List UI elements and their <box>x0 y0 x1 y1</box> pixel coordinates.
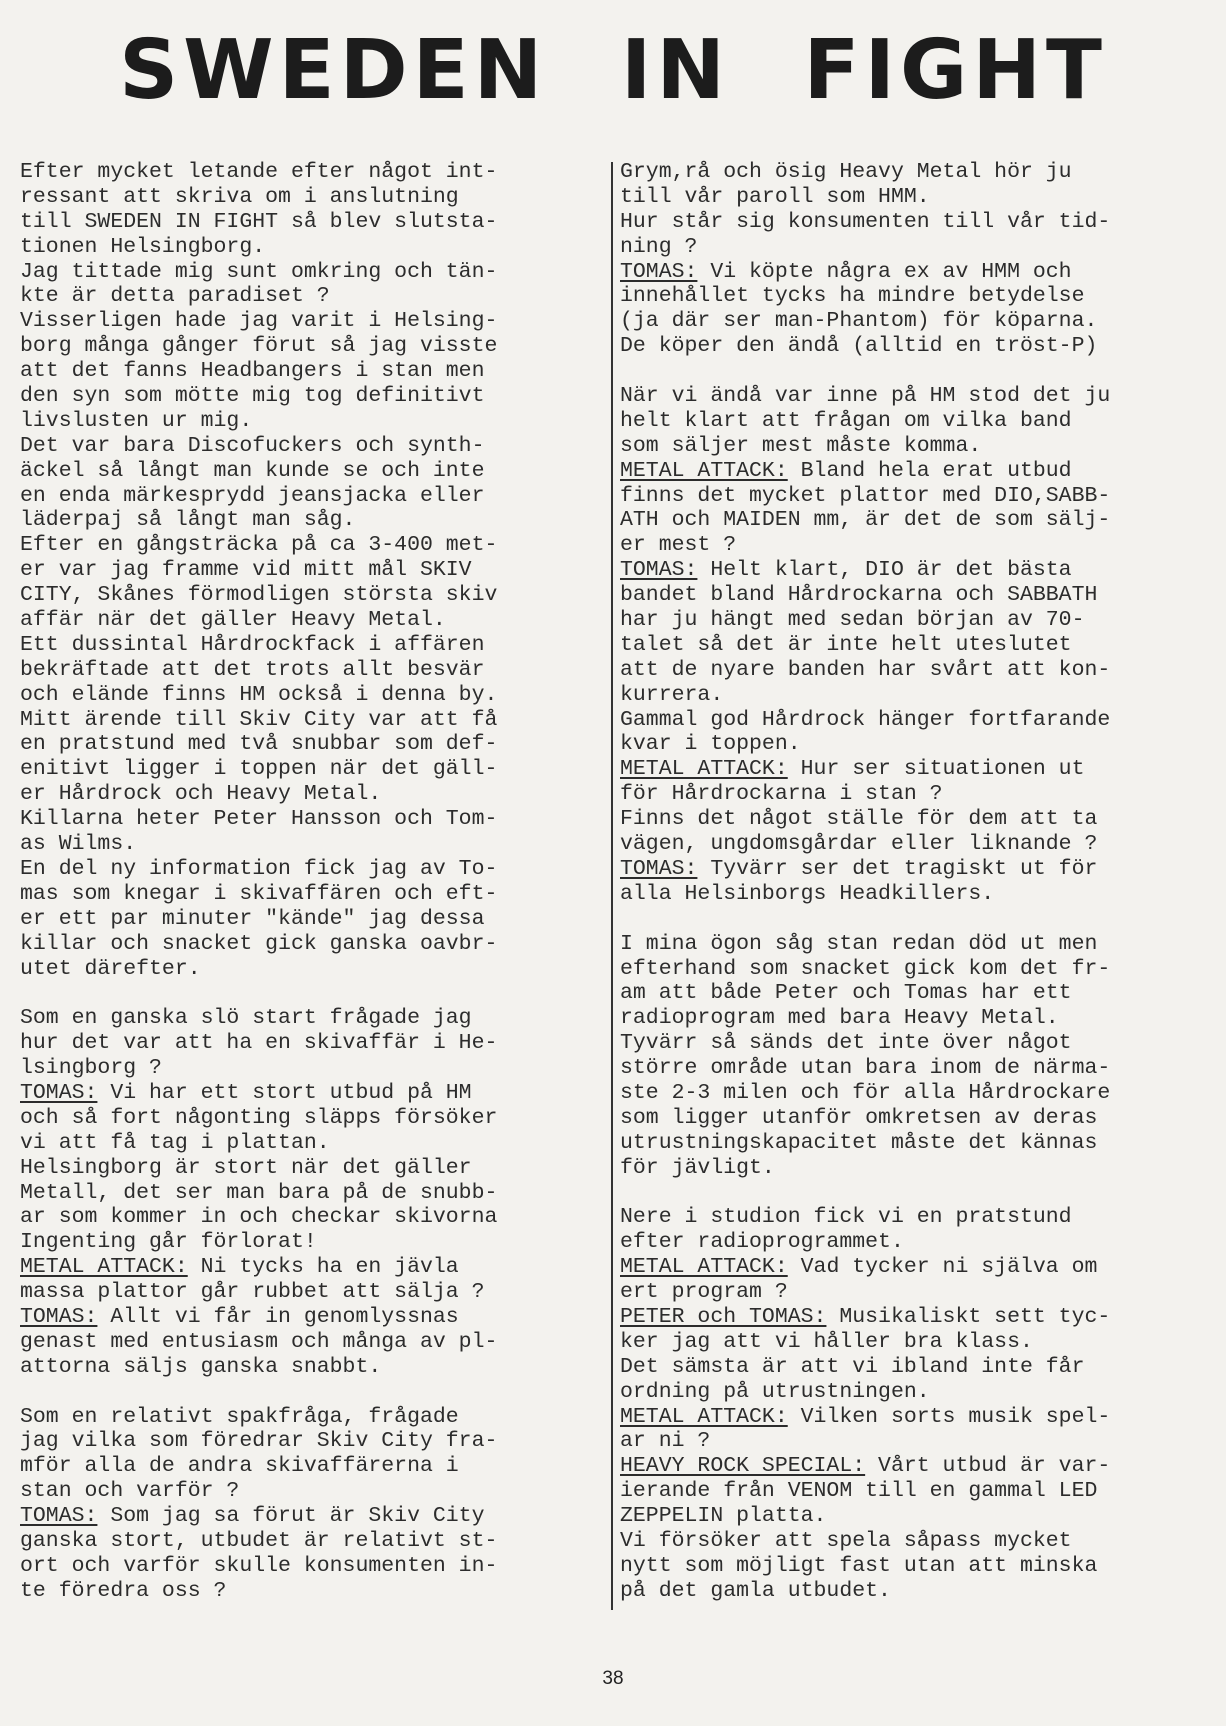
speaker-label: METAL ATTACK: <box>620 757 788 782</box>
speaker-label: METAL ATTACK: <box>620 458 788 483</box>
line-text: De köper den ändå (alltid en tröst-P) <box>620 334 1098 359</box>
text-line <box>20 533 610 558</box>
line-text: attorna säljs ganska snabbt. <box>20 1354 382 1379</box>
line-text: as Wilms. <box>20 832 137 857</box>
text-line <box>620 757 1220 782</box>
text-line <box>20 210 610 235</box>
line-text: (ja där ser man-Phantom) för köparna. <box>620 309 1098 334</box>
line-text: talet så det är inte helt uteslutet <box>620 632 1072 657</box>
text-line <box>20 359 610 384</box>
text-line <box>620 1529 1220 1554</box>
text-line <box>20 1255 610 1280</box>
text-line <box>20 658 610 683</box>
text-line <box>620 1031 1220 1056</box>
text-line <box>620 583 1220 608</box>
text-line <box>20 1031 610 1056</box>
speaker-label: TOMAS: <box>20 1504 98 1529</box>
line-text: genast med entusiasm och många av pl- <box>20 1329 498 1354</box>
text-line <box>620 1504 1220 1529</box>
speaker-label: HEAVY ROCK SPECIAL: <box>620 1454 866 1479</box>
line-text: Som en relativt spakfråga, frågade <box>20 1404 459 1429</box>
line-text: Det var bara Discofuckers och synth- <box>20 433 485 458</box>
text-line <box>620 1429 1220 1454</box>
speaker-label: TOMAS: <box>20 1080 98 1105</box>
line-text: till vår paroll som HMM. <box>620 184 930 209</box>
text-line <box>620 334 1220 359</box>
line-text: affär när det gäller Heavy Metal. <box>20 608 446 633</box>
text-line <box>620 1230 1220 1255</box>
text-line <box>620 683 1220 708</box>
text-line <box>20 1305 610 1330</box>
text-line <box>20 1131 610 1156</box>
text-line <box>20 1230 610 1255</box>
line-text: kte är detta paradiset ? <box>20 284 330 309</box>
line-text: Helsingborg är stort när det gäller <box>20 1155 472 1180</box>
line-text: en pratstund med två snubbar som def- <box>20 732 498 757</box>
line-text: vägen, ungdomsgårdar eller liknande ? <box>620 832 1098 857</box>
speaker-label: METAL ATTACK: <box>620 1255 788 1280</box>
line-text: lsingborg ? <box>20 1056 162 1081</box>
line-text: bandet bland Hårdrockarna och SABBATH <box>620 583 1098 608</box>
line-text: Grym,rå och ösig Heavy Metal hör ju <box>620 160 1072 184</box>
line-text: ZEPPELIN platta. <box>620 1504 827 1529</box>
line-text: den syn som mötte mig tog definitivt <box>20 384 485 409</box>
text-line <box>20 1156 610 1181</box>
text-line <box>20 334 610 359</box>
text-line <box>620 1355 1220 1380</box>
text-line <box>620 533 1220 558</box>
column-divider <box>611 162 613 1610</box>
line-text: Efter en gångsträcka på ca 3-400 met- <box>20 533 498 558</box>
line-text: jag vilka som föredrar Skiv City fra- <box>20 1429 498 1454</box>
line-text: En del ny information fick jag av To- <box>20 856 498 881</box>
line-text: mför alla de andra skivaffärerna i <box>20 1454 459 1479</box>
text-line <box>620 409 1220 434</box>
text-line <box>20 782 610 807</box>
line-text: ar ni ? <box>620 1429 711 1454</box>
line-text: hur det var att ha en skivaffär i He- <box>20 1031 498 1056</box>
line-text: alla Helsinborgs Headkillers. <box>620 881 995 906</box>
text-line <box>20 508 610 533</box>
text-line <box>620 459 1220 484</box>
speaker-label: METAL ATTACK: <box>620 1404 788 1429</box>
line-text: Vårt utbud är var- <box>865 1454 1111 1479</box>
line-text: Killarna heter Peter Hansson och Tom- <box>20 807 498 832</box>
text-line <box>620 957 1220 982</box>
line-text: läderpaj så långt man såg. <box>20 508 356 533</box>
text-line <box>620 981 1220 1006</box>
text-line <box>20 807 610 832</box>
text-line <box>620 1156 1220 1181</box>
text-line <box>620 1131 1220 1156</box>
line-text: CITY, Skånes förmodligen största skiv <box>20 583 498 608</box>
text-line <box>620 434 1220 459</box>
text-line <box>20 558 610 583</box>
text-line <box>20 932 610 957</box>
text-line <box>20 882 610 907</box>
line-text: att det fanns Headbangers i stan men <box>20 359 485 384</box>
text-line <box>620 1205 1220 1230</box>
text-line <box>20 683 610 708</box>
line-text: er ett par minuter "kände" jag dessa <box>20 906 485 931</box>
text-line <box>20 309 610 334</box>
text-line <box>620 235 1220 260</box>
line-text: Vad tycker ni själva om <box>787 1255 1098 1280</box>
text-line <box>620 1405 1220 1430</box>
line-text: ort och varför skulle konsumenten in- <box>20 1553 498 1578</box>
text-line <box>20 1106 610 1131</box>
line-text: mas som knegar i skivaffären och eft- <box>20 881 498 906</box>
line-text: stan och varför ? <box>20 1479 240 1504</box>
text-line <box>20 857 610 882</box>
text-line <box>20 1504 610 1529</box>
line-text: helt klart att frågan om vilka band <box>620 408 1072 433</box>
text-line <box>20 1454 610 1479</box>
speaker-label: TOMAS: <box>620 856 698 881</box>
line-text: Hur ser situationen ut <box>787 757 1085 782</box>
line-text: er mest ? <box>620 533 737 558</box>
text-line <box>20 708 610 733</box>
speaker-label: TOMAS: <box>620 558 698 583</box>
line-text: för jävligt. <box>620 1155 775 1180</box>
text-line <box>620 359 1220 384</box>
line-text: Jag tittade mig sunt omkring och tän- <box>20 259 498 284</box>
text-line <box>620 558 1220 583</box>
text-line <box>620 309 1220 334</box>
text-line <box>20 1355 610 1380</box>
line-text: ker jag att vi håller bra klass. <box>620 1329 1033 1354</box>
text-line <box>620 907 1220 932</box>
text-line <box>20 185 610 210</box>
text-line <box>620 732 1220 757</box>
text-line <box>620 1056 1220 1081</box>
text-line <box>620 160 1220 185</box>
text-line <box>20 1429 610 1454</box>
line-text: I mina ögon såg stan redan död ut men <box>620 931 1098 956</box>
line-text: Efter mycket letande efter något int- <box>20 160 498 184</box>
text-line <box>620 508 1220 533</box>
speaker-label: TOMAS: <box>20 1304 98 1329</box>
line-text: killar och snacket gick ganska oavbr- <box>20 931 498 956</box>
text-line <box>20 957 610 982</box>
line-text: Ingenting går förlorat! <box>20 1230 317 1255</box>
line-text: Allt vi får in genomlyssnas <box>97 1304 459 1329</box>
text-line <box>620 1280 1220 1305</box>
line-text: Vi har ett stort utbud på HM <box>97 1080 472 1105</box>
line-text: finns det mycket plattor med DIO,SABB- <box>620 483 1111 508</box>
line-text: Gammal god Hårdrock hänger fortfarande <box>620 707 1111 732</box>
line-text: te föredra oss ? <box>20 1578 227 1603</box>
line-text: bekräftade att det trots allt besvär <box>20 657 485 682</box>
text-line <box>20 260 610 285</box>
text-line <box>620 185 1220 210</box>
line-text: efter radioprogrammet. <box>620 1230 904 1255</box>
line-text: Tyvärr ser det tragiskt ut för <box>697 856 1098 881</box>
text-line <box>620 1579 1220 1604</box>
right-column <box>620 160 1220 1604</box>
line-text: ressant att skriva om i anslutning <box>20 184 459 209</box>
line-text: ar som kommer in och checkar skivorna <box>20 1205 498 1230</box>
text-line <box>20 1006 610 1031</box>
text-line <box>620 658 1220 683</box>
line-text: vi att få tag i plattan. <box>20 1130 330 1155</box>
text-line <box>620 1554 1220 1579</box>
line-text: ert program ? <box>620 1280 788 1305</box>
line-text: Musikaliskt sett tyc- <box>826 1304 1111 1329</box>
line-text: kvar i toppen. <box>620 732 801 757</box>
line-text: Helt klart, DIO är det bästa <box>697 558 1072 583</box>
left-column <box>20 160 610 1604</box>
text-line <box>20 1479 610 1504</box>
text-line <box>20 484 610 509</box>
line-text: er Hårdrock och Heavy Metal. <box>20 782 382 807</box>
line-text: ning ? <box>620 234 698 259</box>
text-line <box>20 1579 610 1604</box>
text-line <box>20 832 610 857</box>
text-line <box>20 757 610 782</box>
text-line <box>620 384 1220 409</box>
line-text: När vi ändå var inne på HM stod det ju <box>620 384 1111 409</box>
text-line <box>620 1181 1220 1206</box>
text-line <box>20 633 610 658</box>
text-line <box>620 1106 1220 1131</box>
line-text: Som jag sa förut är Skiv City <box>97 1504 485 1529</box>
text-line <box>20 732 610 757</box>
text-line <box>620 882 1220 907</box>
text-line <box>20 981 610 1006</box>
text-line <box>20 583 610 608</box>
text-line <box>20 235 610 260</box>
line-text: ganska stort, utbudet är relativt st- <box>20 1528 498 1553</box>
page-number: 38 <box>602 1668 624 1689</box>
line-text: Vi köpte några ex av HMM och <box>697 259 1072 284</box>
text-line <box>20 1380 610 1405</box>
text-line <box>20 434 610 459</box>
text-line <box>620 608 1220 633</box>
line-text: ordning på utrustningen. <box>620 1379 930 1404</box>
text-line <box>20 907 610 932</box>
text-line <box>620 1330 1220 1355</box>
text-line <box>20 409 610 434</box>
line-text: Visserligen hade jag varit i Helsing- <box>20 309 498 334</box>
text-line <box>20 459 610 484</box>
line-text: som ligger utanför omkretsen av deras <box>620 1105 1098 1130</box>
speaker-label: PETER och TOMAS: <box>620 1304 827 1329</box>
text-line <box>620 932 1220 957</box>
text-line <box>20 284 610 309</box>
text-line <box>620 1479 1220 1504</box>
line-text: Ett dussintal Hårdrockfack i affären <box>20 632 485 657</box>
text-line <box>20 1081 610 1106</box>
line-text: Vilken sorts musik spel- <box>787 1404 1111 1429</box>
text-line <box>620 1081 1220 1106</box>
line-text: som säljer mest måste komma. <box>620 433 982 458</box>
line-text: på det gamla utbudet. <box>620 1578 891 1603</box>
line-text: Bland hela erat utbud <box>787 458 1072 483</box>
line-text: Hur står sig konsumenten till vår tid- <box>620 209 1111 234</box>
line-text: er var jag framme vid mitt mål SKIV <box>20 558 472 583</box>
text-line <box>620 782 1220 807</box>
line-text: Ni tycks ha en jävla <box>187 1255 459 1280</box>
text-line <box>620 832 1220 857</box>
line-text: en enda märkesprydd jeansjacka eller <box>20 483 485 508</box>
text-line <box>620 857 1220 882</box>
text-line <box>20 1280 610 1305</box>
line-text: större område utan bara inom de närma- <box>620 1056 1111 1081</box>
line-text: utet därefter. <box>20 956 201 981</box>
line-text: Vi försöker att spela såpass mycket <box>620 1528 1072 1553</box>
text-line <box>20 1330 610 1355</box>
line-text: till SWEDEN IN FIGHT så blev slutsta- <box>20 209 498 234</box>
line-text: livslusten ur mig. <box>20 408 253 433</box>
speaker-label: TOMAS: <box>620 259 698 284</box>
line-text: Som en ganska slö start frågade jag <box>20 1006 472 1031</box>
line-text: att de nyare banden har svårt att kon- <box>620 657 1111 682</box>
line-text: nytt som möjligt fast utan att minska <box>620 1553 1098 1578</box>
text-line <box>20 160 610 185</box>
line-text: Det sämsta är att vi ibland inte får <box>620 1354 1085 1379</box>
text-line <box>620 1380 1220 1405</box>
line-text: innehållet tycks ha mindre betydelse <box>620 284 1085 309</box>
text-line <box>620 1305 1220 1330</box>
line-text: Nere i studion fick vi en pratstund <box>620 1205 1072 1230</box>
text-line <box>620 1454 1220 1479</box>
text-line <box>20 608 610 633</box>
line-text: enitivt ligger i toppen när det gäll- <box>20 757 498 782</box>
text-line <box>20 1529 610 1554</box>
line-text: massa plattor går rubbet att sälja ? <box>20 1280 485 1305</box>
line-text: för Hårdrockarna i stan ? <box>620 782 943 807</box>
speaker-label: METAL ATTACK: <box>20 1255 188 1280</box>
line-text: och så fort någonting släpps försöker <box>20 1105 498 1130</box>
text-line <box>620 1006 1220 1031</box>
line-text: kurrera. <box>620 682 724 707</box>
line-text: tionen Helsingborg. <box>20 234 266 259</box>
text-line <box>20 384 610 409</box>
line-text: borg många gånger förut så jag visste <box>20 334 498 359</box>
line-text: radioprogram med bara Heavy Metal. <box>620 1006 1059 1031</box>
line-text: Finns det något ställe för dem att ta <box>620 807 1098 832</box>
line-text: Tyvärr så sänds det inte över något <box>620 1031 1072 1056</box>
text-line <box>20 1181 610 1206</box>
text-line <box>620 260 1220 285</box>
line-text: har ju hängt med sedan början av 70- <box>620 608 1085 633</box>
line-text: och elände finns HM också i denna by. <box>20 682 498 707</box>
text-line <box>620 633 1220 658</box>
text-line <box>620 284 1220 309</box>
text-line <box>620 484 1220 509</box>
text-line <box>620 708 1220 733</box>
text-line <box>20 1554 610 1579</box>
line-text: Mitt ärende till Skiv City var att få <box>20 707 498 732</box>
line-text: äckel så långt man kunde se och inte <box>20 458 485 483</box>
text-line <box>620 1255 1220 1280</box>
line-text: ierande från VENOM till en gammal LED <box>620 1479 1098 1504</box>
line-text: ATH och MAIDEN mm, är det de som sälj- <box>620 508 1111 533</box>
text-line <box>20 1056 610 1081</box>
line-text: Metall, det ser man bara på de snubb- <box>20 1180 498 1205</box>
page-title: SWEDEN IN FIGHT <box>119 23 1107 118</box>
line-text: efterhand som snacket gick kom det fr- <box>620 956 1111 981</box>
text-line <box>20 1405 610 1430</box>
line-text: utrustningskapacitet måste det kännas <box>620 1130 1098 1155</box>
text-line <box>620 210 1220 235</box>
line-text: ste 2-3 milen och för alla Hårdrockare <box>620 1080 1111 1105</box>
line-text: am att både Peter och Tomas har ett <box>620 981 1072 1006</box>
text-line <box>20 1205 610 1230</box>
text-line <box>620 807 1220 832</box>
